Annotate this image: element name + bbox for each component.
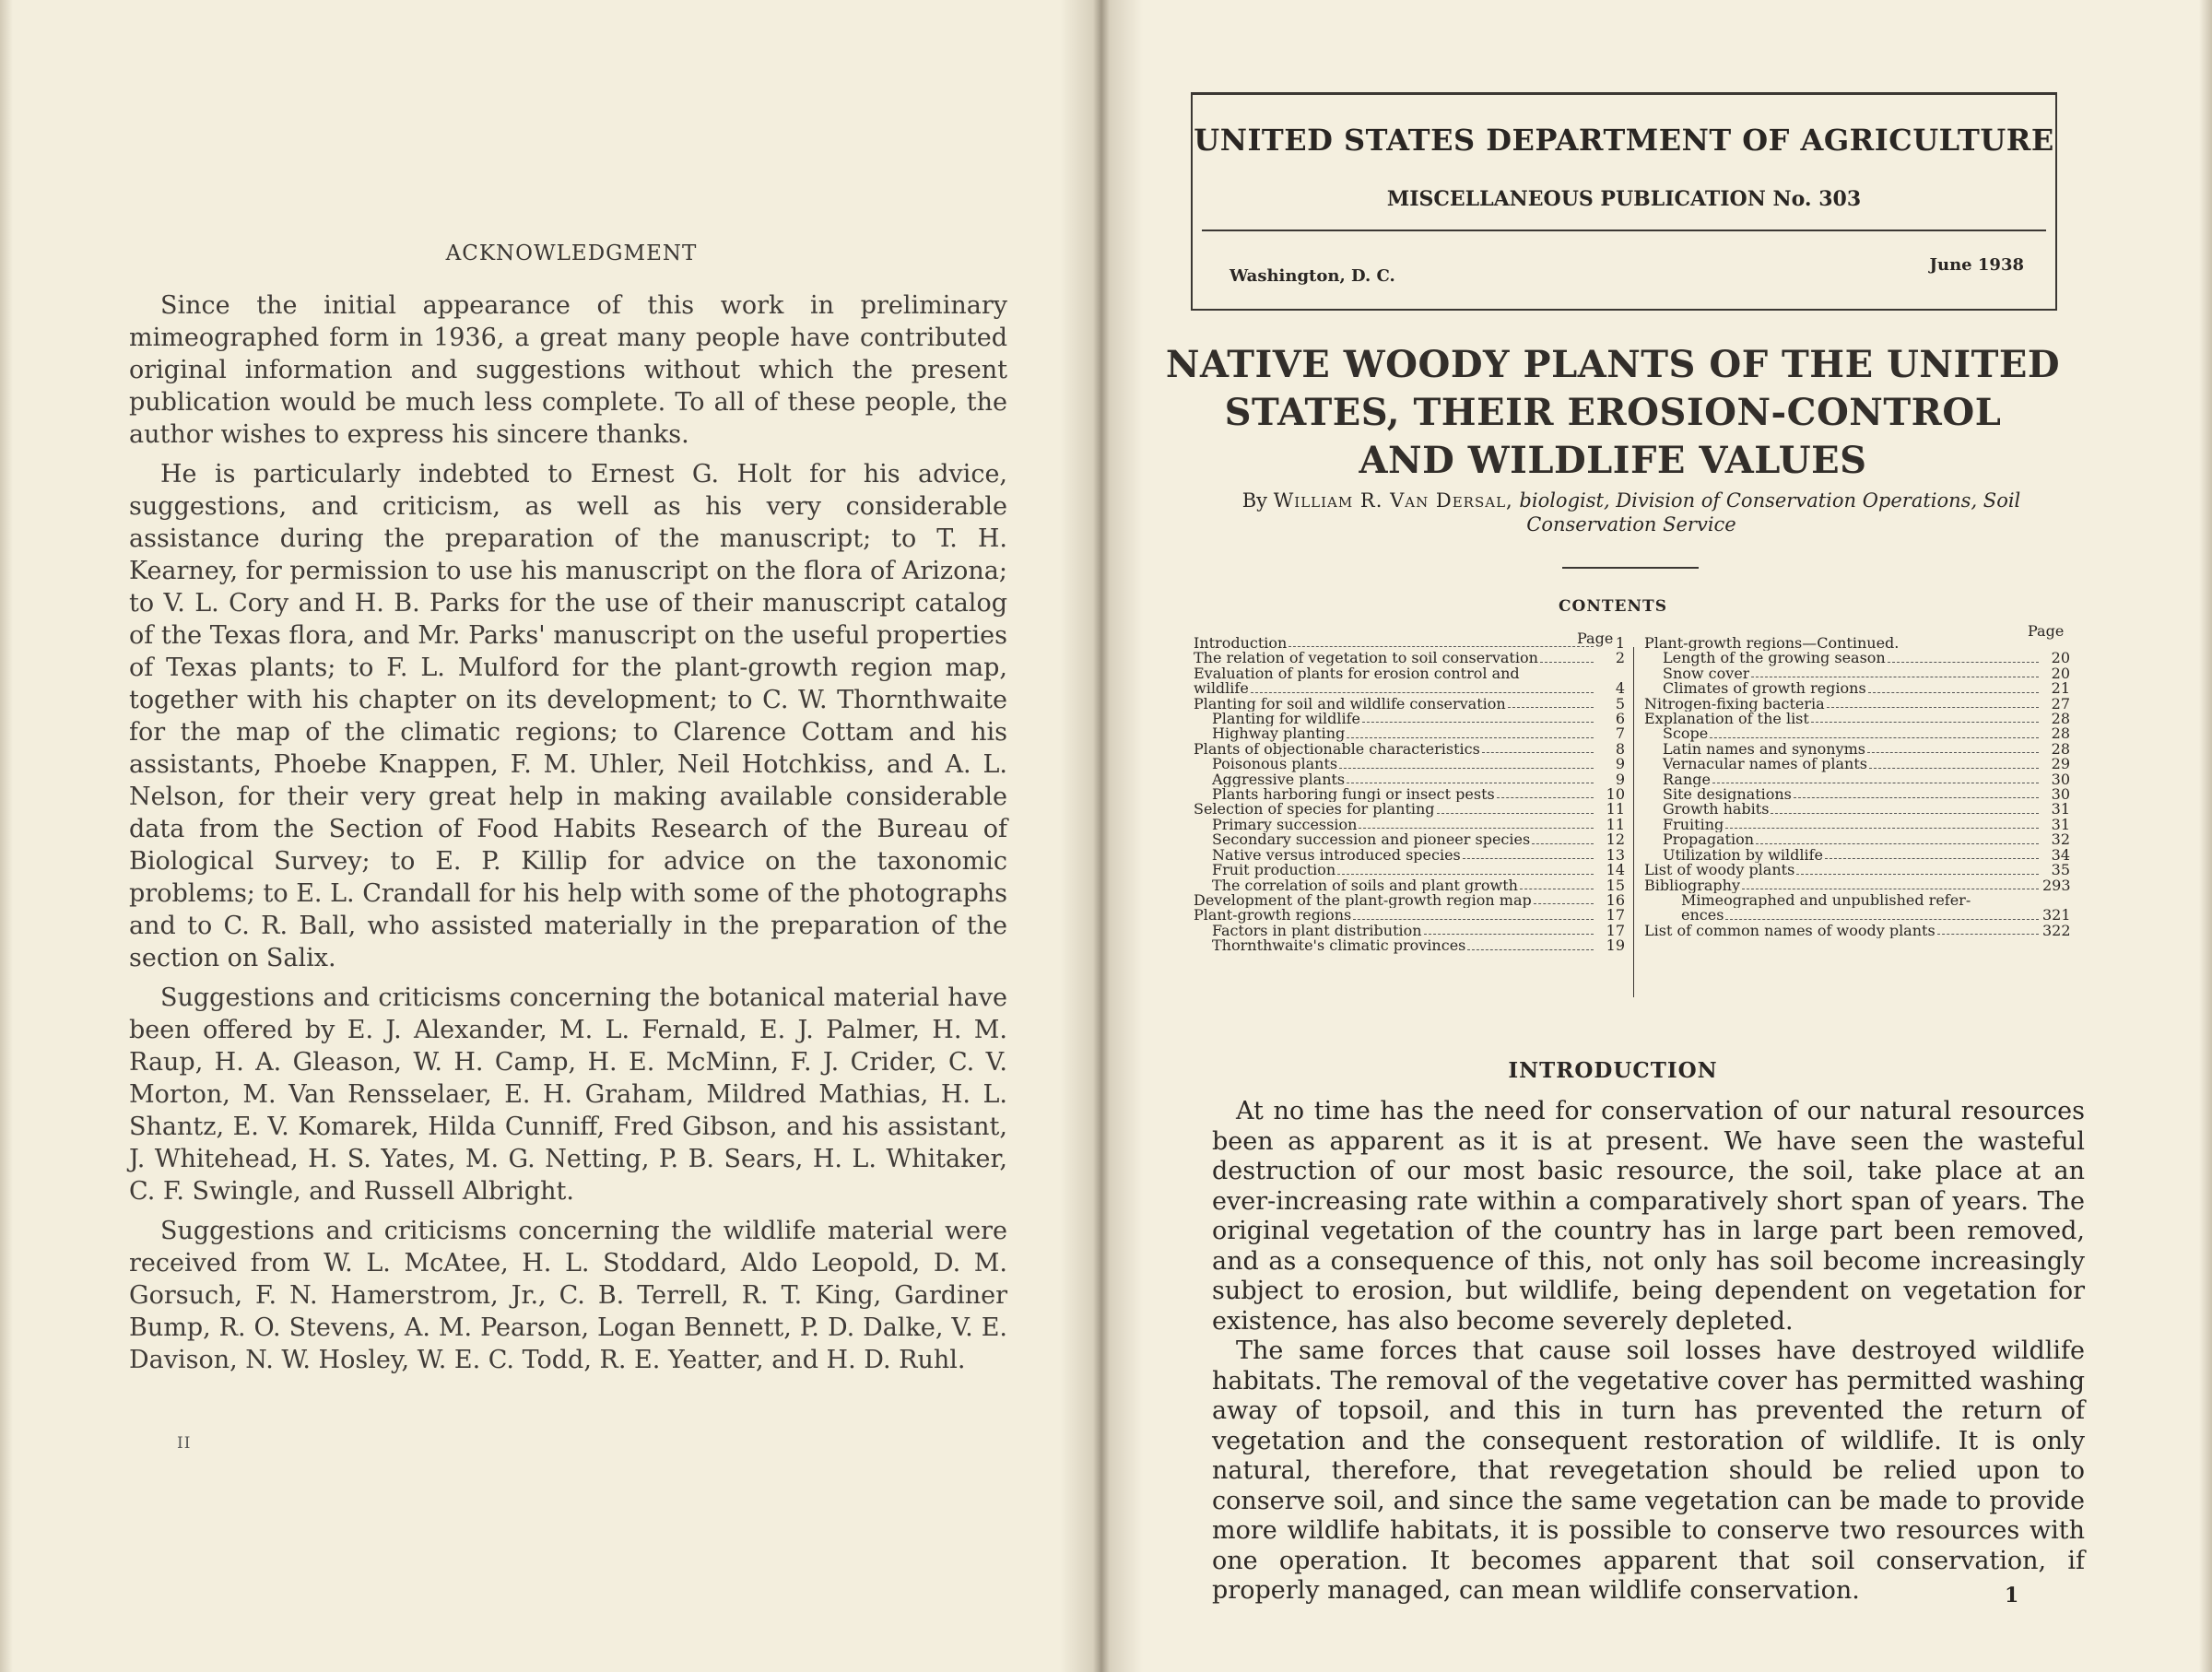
contents-entry-page: 11 — [1606, 800, 1625, 818]
contents-entry-label: Plant-growth regions — [1194, 908, 1352, 924]
contents-entry-page: 322 — [2042, 921, 2071, 939]
contents-entry-page: 19 — [1606, 936, 1625, 955]
contents-entry-page: 32 — [2051, 830, 2070, 849]
contents-entry — [1644, 832, 2070, 847]
contents-leader-dots — [1825, 858, 2039, 859]
contents-entry — [1644, 739, 2070, 758]
book-gutter — [1060, 0, 1143, 1672]
contents-entry-page: 29 — [2051, 755, 2070, 773]
contents-entry-label: Planting for soil and wildlife conservation — [1194, 696, 1506, 712]
contents-entry-page: 35 — [2051, 861, 2070, 879]
contents-leader-dots — [1347, 737, 1594, 738]
contents-entry-label: The relation of vegetation to soil conservation — [1194, 651, 1538, 666]
contents-leader-dots — [1359, 828, 1594, 829]
contents-entry-label: Propagation — [1663, 832, 1755, 848]
contents-entry — [1194, 863, 1625, 877]
contents-entry-page: 17 — [1606, 906, 1625, 924]
contents-entry — [1194, 845, 1625, 864]
contents-leader-dots — [1867, 752, 2039, 753]
contents-leader-dots — [1532, 843, 1594, 844]
contents-leader-dots — [1353, 919, 1594, 920]
contents-entry — [1194, 878, 1625, 893]
contents-entry — [1194, 739, 1625, 758]
contents-entry-label: Introduction — [1194, 636, 1288, 652]
introduction-paragraph: At no time has the need for conservation of our natural resources been as apparent as it is at present. We have seen the wasteful destruction of our most basic resource, the soil, take place at an ever-increasing rate within a comparatively short span of years. The original vegetation of the country has in large part been removed, and as a consequence of this, not only has soil become increasingly subject to erosion, but wildlife, being dependent on vegetation for existence, has also become severely depleted. — [1212, 1097, 2085, 1336]
publication-place: Washington, D. C. — [1230, 266, 1395, 286]
contents-entry-page: 15 — [1606, 876, 1625, 894]
contents-entry-label: Highway planting — [1212, 726, 1346, 742]
contents-leader-dots — [1467, 949, 1594, 950]
contents-entry — [1644, 845, 2070, 864]
contents-leader-dots — [1251, 692, 1594, 693]
contents-entry — [1194, 787, 1625, 802]
contents-entry — [1644, 908, 2070, 923]
author-affiliation: biologist, Division of Conservation Operations, Soil Conservation Service — [1519, 489, 2021, 536]
contents-leader-dots — [1437, 813, 1594, 814]
contents-entry-label: Explanation of the list — [1644, 712, 1809, 727]
contents-right-column — [1644, 636, 2070, 938]
contents-entry — [1644, 694, 2070, 712]
contents-entry-page: 28 — [2051, 739, 2070, 758]
acknowledgment-paragraph: He is particularly indebted to Ernest G. Holt for his advice, suggestions, and criticism, as well as his very considerable assistance during the preparation of the manuscript; to T. H. Kearney, for permission to use his manuscript on the flora of Arizona; to V. L. Cory and H. B. Parks for the use of their manuscript catalog of the Texas flora, and Mr. Parks' manuscript on the useful properties of Texas plants; to F. L. Mulford for the plant-growth region map, together with his chapter on its development; to C. W. Thornthwaite for the map of the climatic regions; to Clarence Cottam and his assistants, Phoebe Knappen, F. M. Uhler, Neil Hotchkiss, and A. L. Nelson, for their very great help in making available considerable data from the Section of Food Habits Research of the Bureau of Biological Survey; to E. P. Killip for advice on the taxonomic problems; to E. L. Crandall for his help with some of the photographs and to C. R. Ball, who assisted materially in the preparation of the section on Salix. — [129, 460, 1007, 972]
contents-entry-label: Bibliography — [1644, 877, 1740, 893]
contents-leader-dots — [1463, 858, 1594, 859]
page-edge-shadow — [0, 0, 13, 1672]
contents-left-column — [1194, 636, 1625, 954]
contents-leader-dots — [1288, 646, 1594, 647]
contents-leader-dots — [1534, 903, 1594, 904]
contents-leader-dots — [1796, 874, 2039, 875]
contents-entry-label: Factors in plant distribution — [1212, 923, 1422, 939]
contents-leader-dots — [1937, 934, 2039, 935]
contents-entry — [1644, 893, 2070, 908]
contents-entry — [1644, 878, 2070, 893]
contents-entry — [1194, 832, 1625, 847]
page-number-left: II — [177, 1434, 192, 1453]
contents-entry-label: Development of the plant-growth region map — [1194, 892, 1532, 909]
contents-entry — [1644, 757, 2070, 771]
contents-entry-label: Secondary succession and pioneer species — [1212, 832, 1531, 848]
contents-entry-label: Latin names and synonyms — [1663, 741, 1865, 758]
contents-leader-dots — [1725, 828, 2039, 829]
contents-entry-label: Thornthwaite's climatic provinces — [1212, 938, 1466, 954]
contents-entry-page: 2 — [1615, 649, 1625, 667]
contents-entry-label: Evaluation of plants for erosion control and — [1194, 665, 1520, 682]
contents-entry — [1644, 636, 2070, 651]
contents-heading: CONTENTS — [1559, 597, 1667, 616]
contents-entry-label: Planting for wildlife — [1212, 712, 1360, 727]
contents-entry — [1194, 666, 1625, 681]
contents-entry-label: wildlife — [1194, 681, 1249, 697]
contents-entry — [1644, 726, 2070, 741]
contents-leader-dots — [1508, 707, 1594, 708]
contents-entry-page: 31 — [2051, 815, 2070, 833]
contents-entry — [1194, 712, 1625, 726]
contents-entry — [1644, 802, 2070, 817]
introduction-heading: INTRODUCTION — [1508, 1058, 1718, 1083]
contents-entry-page: 31 — [2051, 800, 2070, 818]
contents-entry-label: Site designations — [1663, 787, 1792, 803]
contents-entry-page: 13 — [1606, 845, 1625, 864]
contents-entry-page: 9 — [1615, 770, 1625, 788]
contents-entry-page: 30 — [2051, 785, 2070, 804]
contents-entry-label: Plants of objectionable characteristics — [1194, 741, 1480, 758]
contents-entry-label: Snow cover — [1663, 665, 1750, 682]
contents-entry-page: 28 — [2051, 710, 2070, 728]
contents-leader-dots — [1794, 797, 2039, 798]
contents-entry-page: 34 — [2051, 845, 2070, 864]
contents-leader-dots — [1811, 722, 2039, 723]
contents-entry-label: Range — [1663, 771, 1711, 788]
contents-entry-page: 20 — [2051, 649, 2070, 667]
author-name: William R. Van Dersal, — [1273, 489, 1513, 512]
contents-entry — [1644, 712, 2070, 726]
contents-entry-page: 6 — [1615, 710, 1625, 728]
contents-entry-label: Poisonous plants — [1212, 757, 1338, 772]
contents-leader-dots — [1540, 662, 1594, 663]
contents-entry-label: List of common names of woody plants — [1644, 923, 1936, 939]
contents-entry-page: 14 — [1606, 861, 1625, 879]
contents-entry — [1194, 757, 1625, 771]
contents-entry — [1644, 666, 2070, 681]
contents-entry — [1194, 636, 1625, 651]
contents-entry-page: 30 — [2051, 770, 2070, 788]
contents-leader-dots — [1725, 919, 2039, 920]
contents-entry-label: Primary succession — [1212, 817, 1358, 833]
contents-leader-dots — [1827, 707, 2039, 708]
contents-entry — [1194, 772, 1625, 787]
contents-entry — [1644, 815, 2070, 833]
introduction-body — [1212, 1097, 2085, 1607]
contents-leader-dots — [1888, 662, 2039, 663]
contents-entry — [1644, 863, 2070, 877]
contents-entry-page: 28 — [2051, 724, 2070, 743]
contents-leader-dots — [1497, 797, 1594, 798]
page-edge-shadow — [2199, 0, 2212, 1672]
contents-entry-label: Selection of species for planting — [1194, 802, 1435, 818]
title-rule — [1562, 567, 1699, 569]
acknowledgment-paragraph: Suggestions and criticisms concerning the wildlife material were received from W. L. McAtee, H. L. Stoddard, Aldo Leopold, D. M. Gorsuch, F. N. Hamerstrom, Jr., C. B. Terrell, R. T. King, Gardiner Bump, R. O. Stevens, A. M. Pearson, Logan Bennett, P. D. Dalke, V. E. Davison, N. W. Hosley, W. E. C. Todd, R. E. Yeatter, and H. D. Ruhl. — [129, 1217, 1007, 1374]
contents-entry-page: 17 — [1606, 921, 1625, 939]
contents-entry — [1194, 908, 1625, 923]
contents-entry-label: Fruiting — [1663, 817, 1724, 833]
acknowledgment-paragraph: Suggestions and criticisms concerning the botanical material have been offered by E. J. Alexander, M. L. Fernald, E. J. Palmer, H. M. Raup, H. A. Gleason, W. H. Camp, H. E. McMinn, F. J. Crider, C. V. Morton, M. Van Rensselaer, E. H. Graham, Mildred Mathias, H. L. Shantz, E. V. Komarek, Hilda Cunniff, Fred Gibson, and his assistant, J. Whitehead, H. S. Yates, M. G. Netting, P. B. Sears, H. L. Whitaker, C. F. Swingle, and Russell Albright. — [129, 983, 1007, 1206]
byline-prefix: By — [1241, 489, 1268, 512]
contents-leader-dots — [1710, 737, 2039, 738]
contents-entry-page: 8 — [1615, 739, 1625, 758]
byline — [1189, 489, 2074, 536]
contents-entry — [1644, 787, 2070, 802]
contents-entry-label: Scope — [1663, 726, 1709, 742]
contents-leader-dots — [1362, 722, 1594, 723]
contents-entry-page: 16 — [1606, 890, 1625, 909]
contents-entry-label: Plants harboring fungi or insect pests — [1212, 787, 1495, 803]
contents-entry-label: Native versus introduced species — [1212, 847, 1461, 864]
introduction-paragraph: The same forces that cause soil losses have destroyed wildlife habitats. The removal of the vegetative cover has permitted washing away of topsoil, and this in turn has prevented the return of vegetation and the consequent restoration of wildlife. It is only natural, therefore, that revegetation should be relied upon to conserve soil, and since the same vegetation can be made to provide more wildlife habitats, it is possible to conserve two resources with one operation. It becomes apparent that soil conservation, if properly managed, can mean wildlife conservation. — [1212, 1336, 2085, 1605]
contents-entry-page: 27 — [2051, 694, 2070, 712]
contents-entry — [1194, 938, 1625, 953]
contents-leader-dots — [1339, 768, 1594, 769]
header-divider — [1202, 230, 2046, 231]
contents-entry — [1194, 890, 1625, 909]
contents-page-label-left: Page — [1577, 630, 1614, 647]
title-line: AND WILDLIFE VALUES — [1359, 439, 1867, 482]
contents-entry-label: Climates of growth regions — [1663, 681, 1866, 697]
contents-leader-dots — [1868, 692, 2039, 693]
contents-entry-page: 293 — [2042, 876, 2071, 894]
contents-entry — [1194, 815, 1625, 833]
contents-column-divider — [1633, 647, 1634, 997]
contents-entry-label: Nitrogen-fixing bacteria — [1644, 696, 1825, 712]
acknowledgment-body — [129, 289, 1007, 1384]
contents-entry — [1644, 772, 2070, 787]
contents-entry — [1644, 921, 2071, 939]
contents-entry-page: 21 — [2051, 679, 2070, 698]
publication-date: June 1938 — [1929, 255, 2024, 275]
contents-page-label-right: Page — [2028, 622, 2065, 640]
contents-entry — [1194, 681, 1625, 696]
contents-entry-page: 12 — [1606, 830, 1625, 849]
contents-leader-dots — [1482, 752, 1594, 753]
contents-entry — [1194, 694, 1625, 712]
title-line: STATES, THEIR EROSION-CONTROL — [1224, 391, 2002, 434]
contents-entry-page: 1 — [1615, 634, 1625, 652]
contents-entry — [1644, 681, 2070, 696]
contents-entry-label: Mimeographed and unpublished refer- — [1681, 892, 1971, 909]
page-number-right: 1 — [2005, 1584, 2019, 1607]
contents-entry-label: Vernacular names of plants — [1663, 757, 1867, 772]
contents-entry-page: 7 — [1615, 724, 1625, 743]
contents-entry-label: Aggressive plants — [1212, 771, 1346, 788]
contents-leader-dots — [1869, 768, 2039, 769]
contents-entry-label: List of woody plants — [1644, 863, 1795, 878]
contents-entry-label: Plant-growth regions—Continued. — [1644, 636, 1900, 652]
contents-entry-label: Fruit production — [1212, 863, 1336, 878]
title-line: NATIVE WOODY PLANTS OF THE UNITED — [1165, 343, 2061, 386]
left-page — [0, 0, 1097, 1672]
contents-leader-dots — [1756, 843, 2039, 844]
contents-entry-label: Length of the growing season — [1663, 651, 1886, 666]
contents-entry — [1194, 802, 1625, 817]
acknowledgment-paragraph: Since the initial appearance of this work in preliminary mimeographed form in 1936, a great many people have contributed original information and suggestions without which the present publication would be much less complete. To all of these people, the author wishes to express his sincere thanks. — [129, 291, 1007, 449]
acknowledgment-heading: ACKNOWLEDGMENT — [445, 241, 698, 265]
agency-name: UNITED STATES DEPARTMENT OF AGRICULTURE — [1194, 123, 2054, 158]
contents-entry — [1194, 726, 1625, 741]
contents-entry-label: Utilization by wildlife — [1663, 847, 1823, 864]
contents-entry-page: 321 — [2042, 906, 2071, 924]
contents-entry-page: 11 — [1606, 815, 1625, 833]
contents-entry — [1194, 921, 1625, 939]
contents-entry — [1194, 651, 1625, 665]
contents-entry-page: 20 — [2051, 664, 2070, 682]
publication-header-box — [1191, 92, 2057, 311]
contents-entry-label: Growth habits — [1663, 802, 1770, 818]
contents-entry-label: The correlation of soils and plant growth — [1212, 877, 1518, 893]
contents-entry-page: 10 — [1606, 785, 1625, 804]
contents-leader-dots — [1424, 934, 1594, 935]
contents-entry-page: 4 — [1615, 679, 1625, 698]
publication-title — [1161, 341, 2065, 485]
contents-entry — [1644, 651, 2070, 665]
contents-entry-label: ences — [1681, 908, 1724, 924]
publication-series: MISCELLANEOUS PUBLICATION No. 303 — [1386, 187, 1862, 211]
contents-entry-page: 9 — [1615, 755, 1625, 773]
contents-leader-dots — [1771, 813, 2039, 814]
contents-leader-dots — [1337, 874, 1594, 875]
contents-entry-page: 5 — [1615, 694, 1625, 712]
